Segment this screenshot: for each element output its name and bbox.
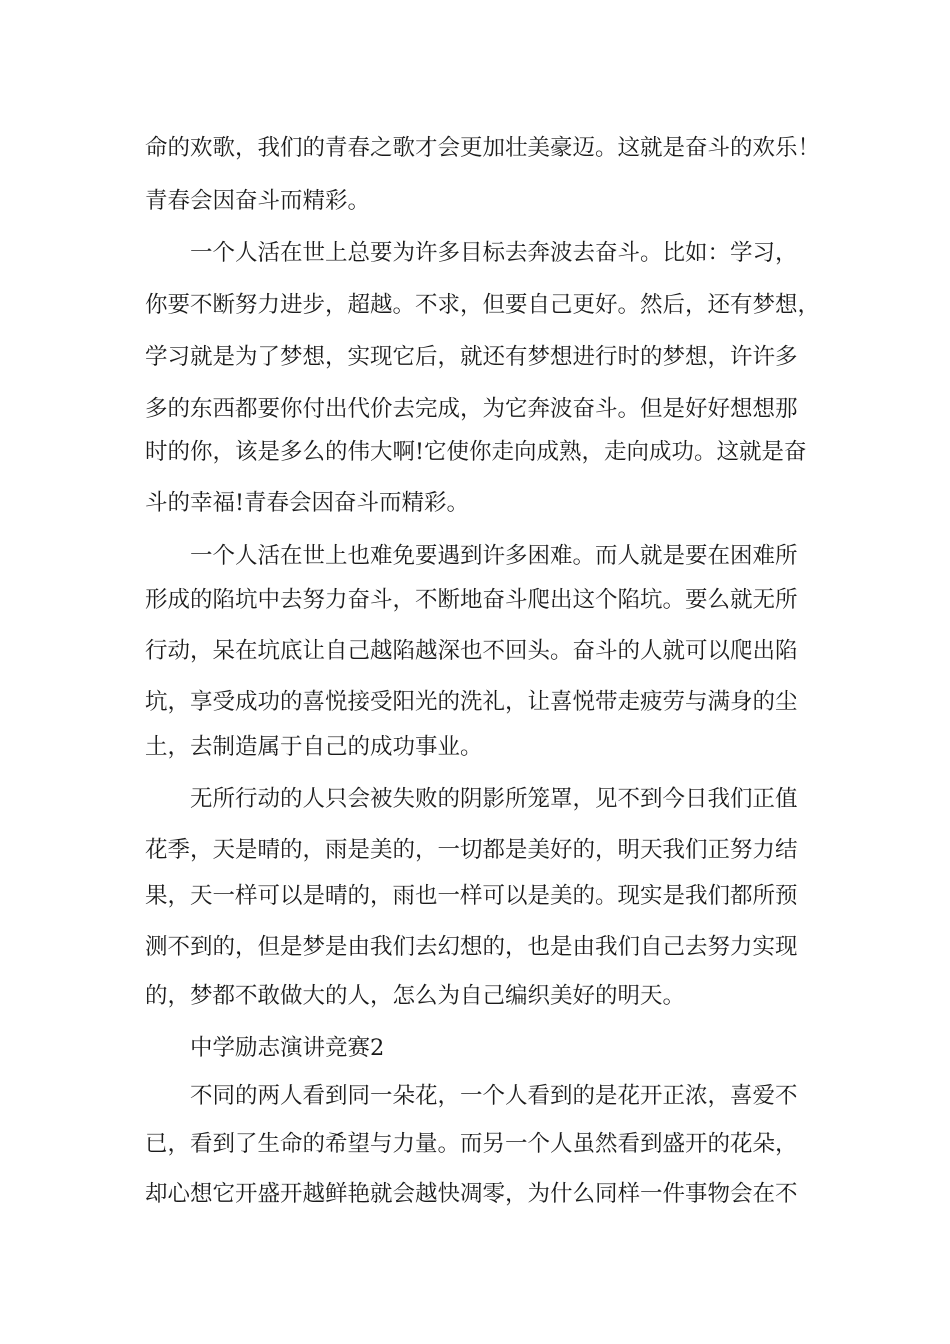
text-line: 的，梦都不敢做大的人，怎么为自己编织美好的明天。: [145, 983, 686, 1009]
text-line: 命的欢歌，我们的青春之歌才会更加壮美豪迈。这就是奋斗的欢乐！: [145, 135, 821, 161]
text-line: 测不到的，但是梦是由我们去幻想的，也是由我们自己去努力实现: [145, 934, 798, 960]
text-line: 你要不断努力进步，超越。不求，但要自己更好。然后，还有梦想，: [145, 292, 821, 318]
text-line: 果，天一样可以是晴的，雨也一样可以是美的。现实是我们都所预: [145, 883, 798, 909]
text-line: 已，看到了生命的希望与力量。而另一个人虽然看到盛开的花朵，: [145, 1131, 798, 1157]
text-line: 土，去制造属于自己的成功事业。: [145, 734, 483, 760]
paragraph-first-line: 一个人活在世上总要为许多目标去奔波去奋斗。比如：学习，: [190, 240, 798, 266]
text-line: 多的东西都要你付出代价去完成，为它奔波奋斗。但是好好想想那: [145, 396, 798, 422]
text-line: 坑，享受成功的喜悦接受阳光的洗礼，让喜悦带走疲劳与满身的尘: [145, 689, 798, 715]
text-line: 斗的幸福!青春会因奋斗而精彩。: [145, 490, 470, 516]
paragraph-first-line: 无所行动的人只会被失败的阴影所笼罩，见不到今日我们正值: [190, 786, 798, 812]
text-line: 时的你，该是多么的伟大啊!它使你走向成熟，走向成功。这就是奋: [145, 439, 807, 465]
paragraph-first-line: 一个人活在世上也难免要遇到许多困难。而人就是要在困难所: [190, 543, 798, 569]
text-line: 青春会因奋斗而精彩。: [145, 188, 371, 214]
text-line: 花季，天是晴的，雨是美的，一切都是美好的，明天我们正努力结: [145, 837, 798, 863]
text-line: 却心想它开盛开越鲜艳就会越快凋零，为什么同样一件事物会在不: [145, 1181, 798, 1207]
text-line: 行动，呆在坑底让自己越陷越深也不回头。奋斗的人就可以爬出陷: [145, 638, 798, 664]
paragraph-first-line: 不同的两人看到同一朵花，一个人看到的是花开正浓，喜爱不: [190, 1083, 798, 1109]
section-heading: 中学励志演讲竞赛2: [190, 1035, 385, 1061]
text-line: 形成的陷坑中去努力奋斗，不断地奋斗爬出这个陷坑。要么就无所: [145, 587, 798, 613]
text-line: 学习就是为了梦想，实现它后，就还有梦想进行时的梦想，许许多: [145, 344, 798, 370]
